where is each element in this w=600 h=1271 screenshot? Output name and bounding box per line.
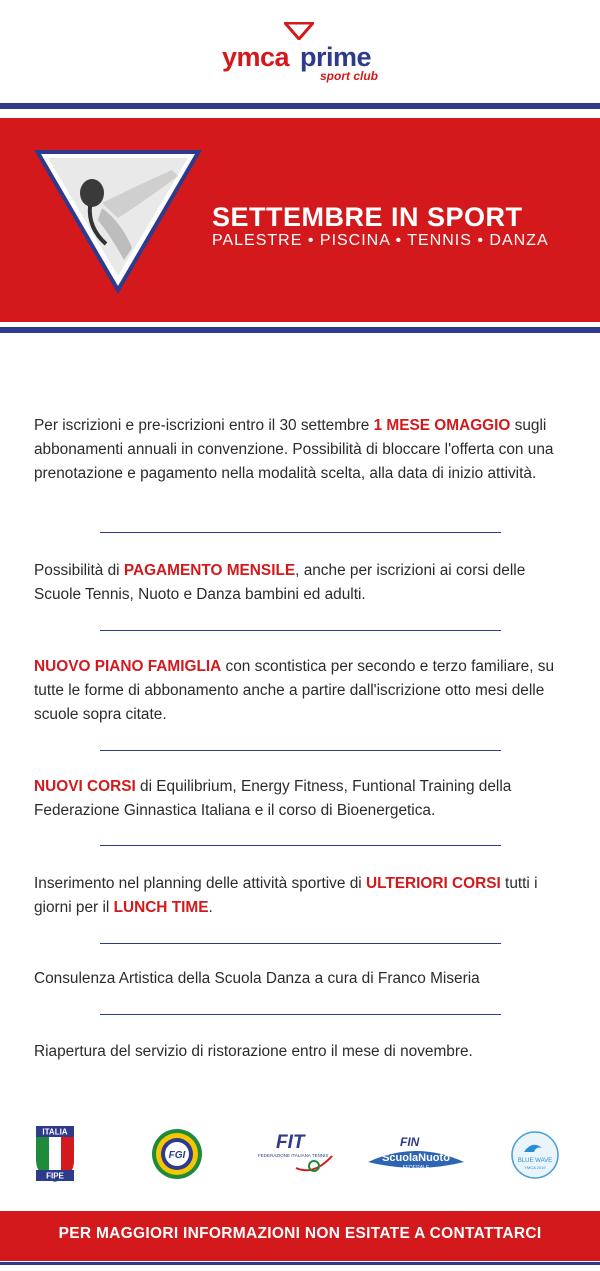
body-text: Consulenza Artistica della Scuola Danza a cura di Franco Miseria [34, 970, 480, 987]
fit-logo [258, 1130, 338, 1176]
fipe-bottom-text: FIPE [46, 1171, 64, 1181]
fgi-round-logo [151, 1128, 203, 1180]
highlight-text: PAGAMENTO MENSILE [123, 562, 296, 579]
separator-line [100, 1014, 501, 1015]
body-text: sugli abbonamenti annuali in convenzione. Possibilità di bloccare l'offerta con una prenotazione e pagamento nella modalità scelta, alla data di inizio attività. [34, 417, 554, 482]
top-stripe [0, 103, 600, 109]
hero-bottom-stripe [0, 327, 600, 333]
fit-text: FIT [276, 1132, 305, 1153]
separator-line [100, 532, 501, 533]
bottom-stripe [0, 1262, 600, 1265]
highlight-text: NUOVO PIANO FAMIGLIA [34, 658, 222, 675]
body-text: di Equilibrium, Energy Fitness, Funtional Training della Federazione Ginnastica Italiana e il corso di Bioenergetica. [34, 778, 512, 819]
highlight-text: 1 MESE OMAGGIO [373, 417, 511, 434]
logo-prime-text: prime [300, 42, 372, 72]
body-text: con scontistica per secondo e terzo familiare, su tutte le forme di abbonamento anche a partire dall'iscrizione otto mesi delle scuole sopra citate. [34, 658, 555, 723]
logo-triangle-icon [284, 22, 314, 40]
offer-paragraph-5 [34, 872, 574, 920]
body-text: . [208, 899, 213, 916]
fin-sub-text: FEDERALE [402, 1165, 430, 1171]
separator-line [100, 750, 501, 751]
fin-scuola-nuoto-logo [366, 1134, 466, 1174]
hero-banner [0, 118, 600, 322]
offer-paragraph-3 [34, 655, 574, 727]
separator-line [100, 943, 501, 944]
offer-paragraph-7 [34, 1040, 574, 1064]
separator-line [100, 630, 501, 631]
fipe-top-text: ITALIA [42, 1127, 68, 1137]
fit-sub-text: FEDERAZIONE ITALIANA TENNIS [258, 1153, 329, 1158]
body-text: Possibilità di [34, 562, 124, 579]
highlight-text: NUOVI CORSI [34, 778, 136, 795]
fin-text: FIN [400, 1135, 420, 1149]
offer-paragraph-2 [34, 559, 574, 607]
contact-cta-banner[interactable] [0, 1211, 600, 1261]
fgi-text: FGI [168, 1150, 186, 1161]
separator-line [100, 845, 501, 846]
fin-main-text: ScuolaNuoto [382, 1152, 450, 1164]
bluewave-text: BLUE WAVE [517, 1158, 553, 1164]
body-text: Riapertura del servizio di ristorazione entro il mese di novembre. [34, 1043, 473, 1060]
fipe-shield-logo [34, 1124, 76, 1184]
highlight-text: ULTERIORI CORSI [365, 875, 501, 892]
body-text: Inserimento nel planning delle attività sportive di [34, 875, 366, 892]
highlight-text: LUNCH TIME [113, 899, 209, 916]
hero-subtitle: PALESTRE • PISCINA • TENNIS • DANZA [212, 232, 549, 249]
hero-title: SETTEMBRE IN SPORT [212, 202, 523, 232]
bluewave-sub-text: YMCA 2019 [524, 1165, 546, 1170]
offer-paragraph-6 [34, 967, 574, 991]
blue-wave-logo [510, 1130, 560, 1180]
partner-logos [0, 1118, 600, 1188]
athlete-triangle-image [32, 148, 204, 296]
logo-ymca-text: ymca [222, 42, 290, 72]
body-text: tutti i giorni per il [34, 875, 538, 916]
offer-paragraph-1 [34, 414, 574, 486]
ymca-prime-logo [0, 22, 600, 82]
body-text: Per iscrizioni e pre-iscrizioni entro il 30 settembre [34, 417, 374, 434]
logo-sport-club-text: sport club [320, 69, 379, 83]
body-text: , anche per iscrizioni ai corsi delle Scuole Tennis, Nuoto e Danza bambini ed adulti. [34, 562, 526, 603]
offer-paragraph-4 [34, 775, 574, 823]
contact-cta-text[interactable]: PER MAGGIORI INFORMAZIONI NON ESITATE A CONTATTARCI [58, 1225, 542, 1242]
